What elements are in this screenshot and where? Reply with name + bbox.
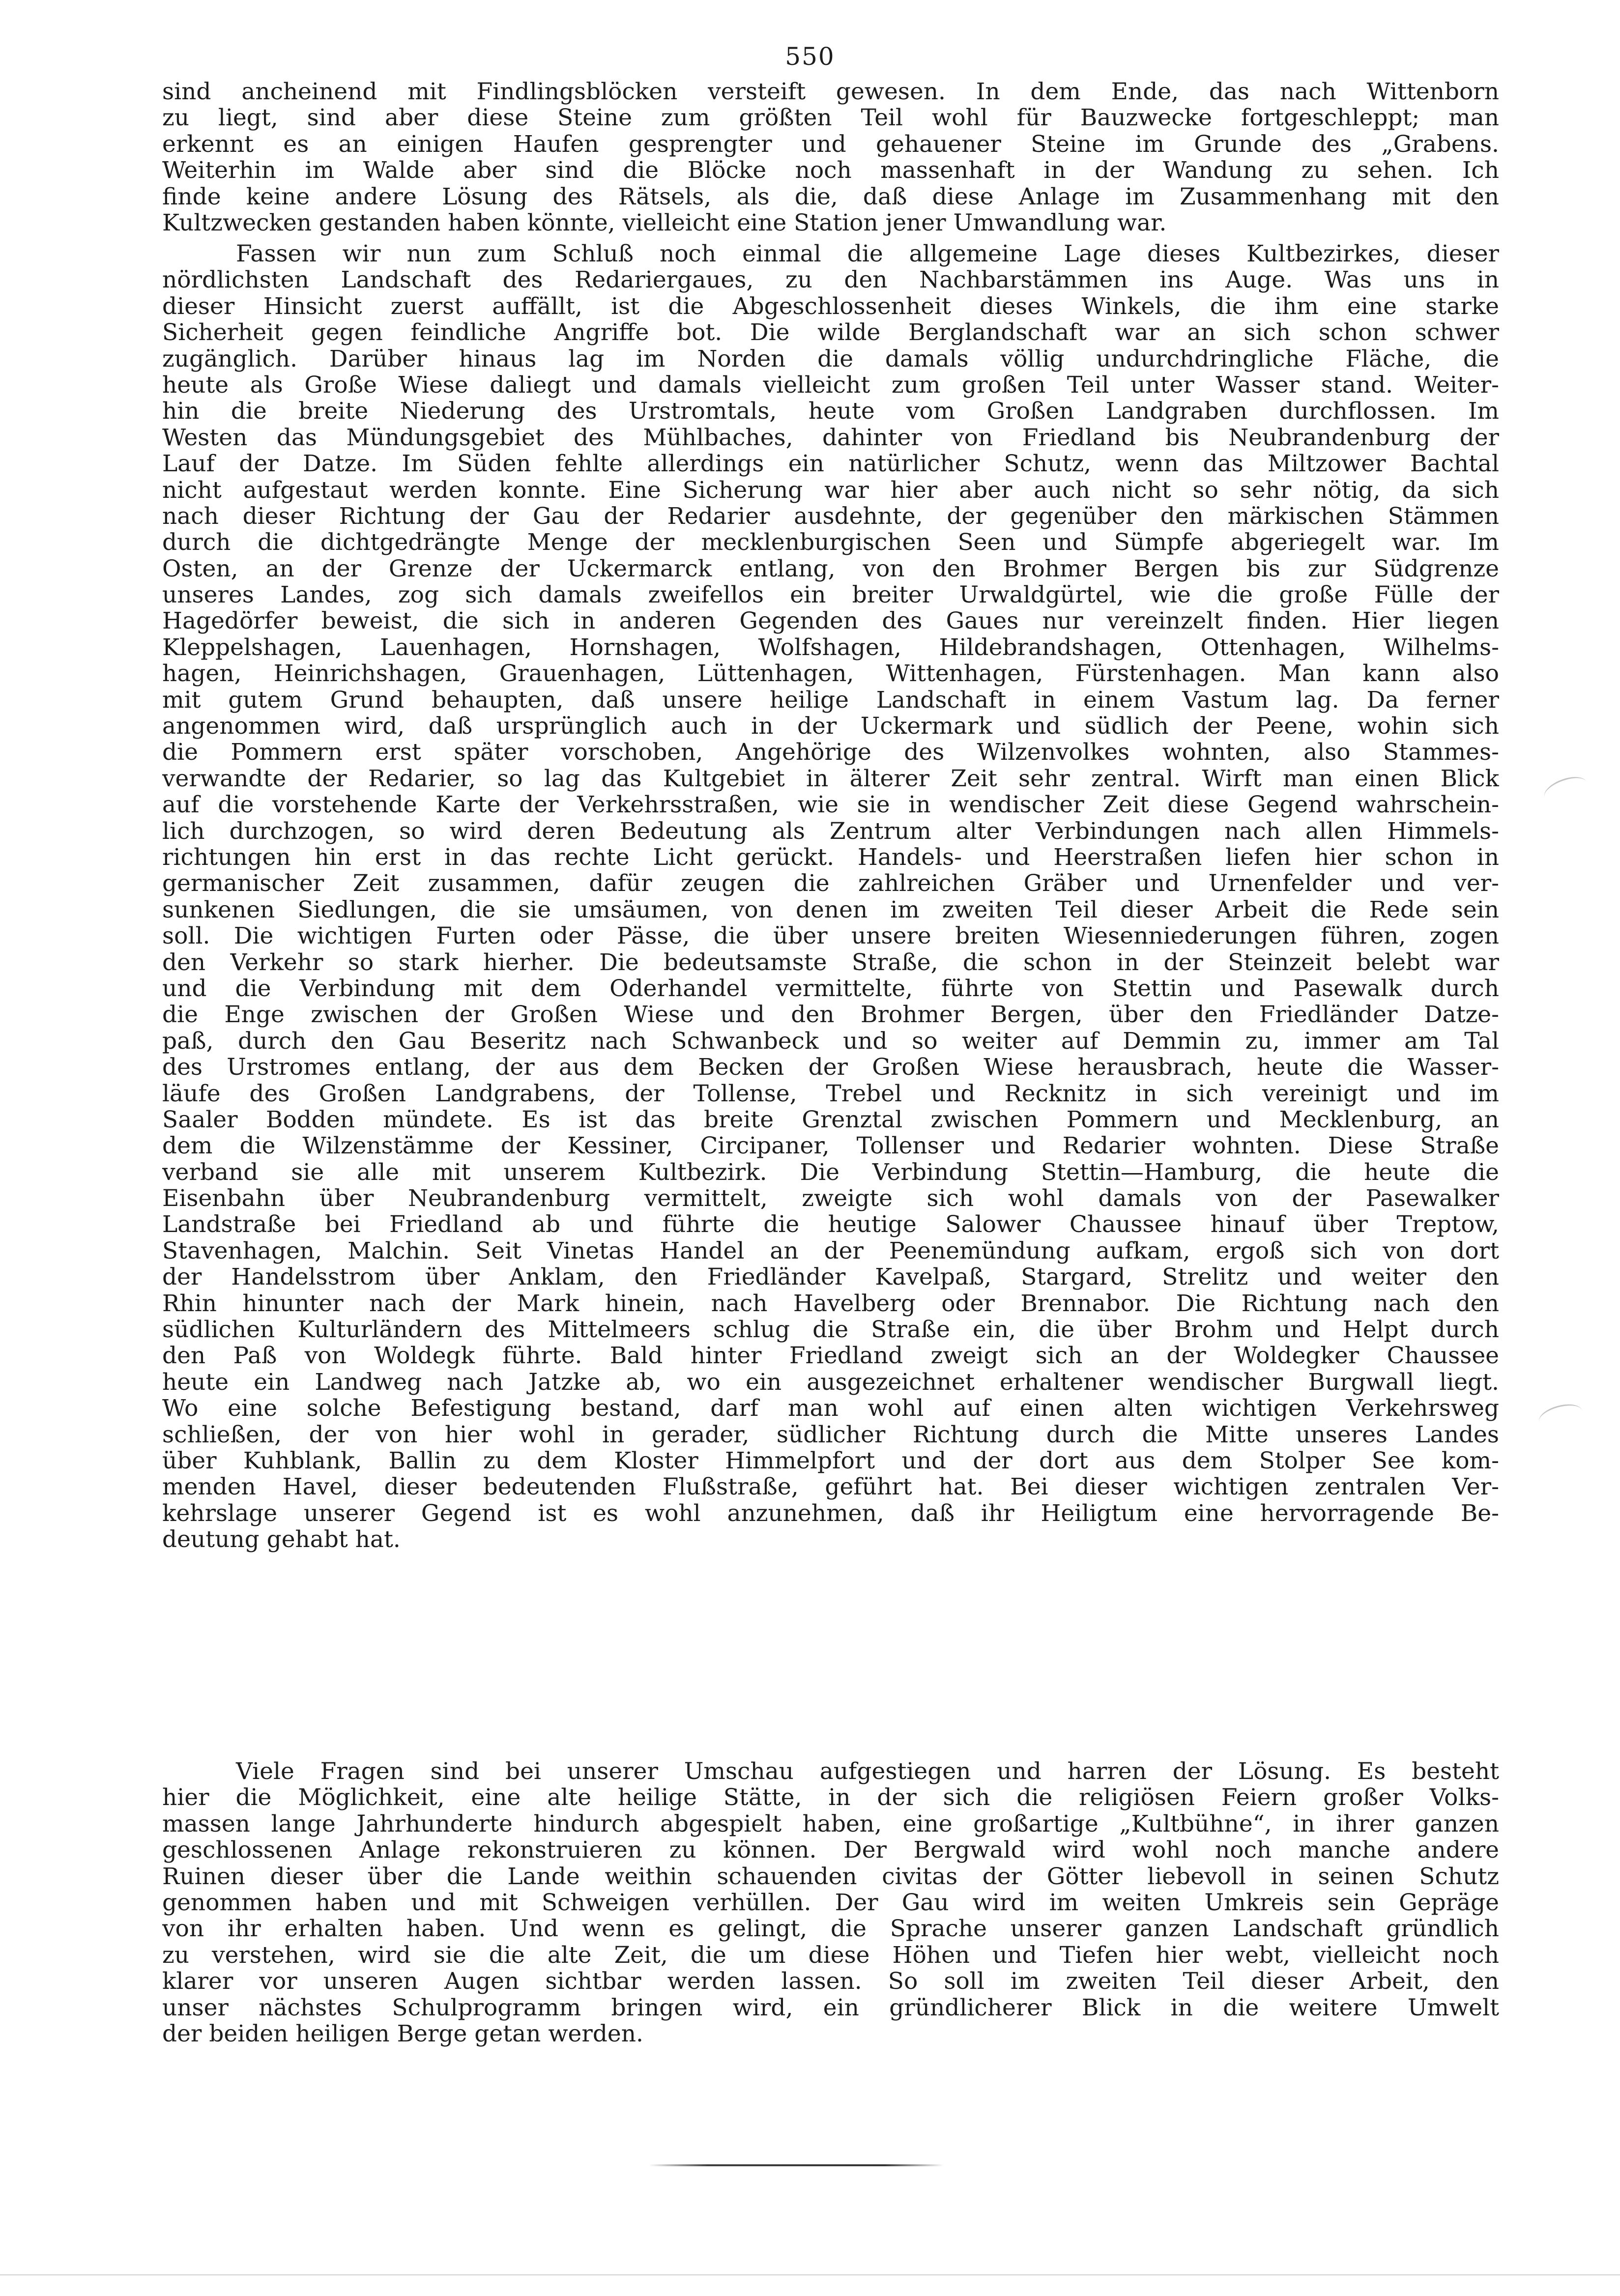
text-line: Saaler Bodden mündete. Es ist das breite Grenztal zwischen Pommern und Mecklenburg, an — [162, 1106, 1499, 1133]
text-line: mit gutem Grund behaupten, daß unsere heilige Landschaft in einem Vastum lag. Da ferner — [162, 687, 1499, 714]
text-line: Fassen wir nun zum Schluß noch einmal die allgemeine Lage dieses Kultbezirkes, dieser — [236, 241, 1499, 267]
text-line: die Pommern erst später vorschoben, Angehörige des Wilzenvolkes wohnten, also Stammes- — [162, 739, 1499, 766]
text-line: heute als Große Wiese daliegt und damals vielleicht zum großen Teil unter Wasser stand. Weiter- — [162, 372, 1499, 399]
text-line: Viele Fragen sind bei unserer Umschau aufgestiegen und harren der Lösung. Es besteht — [236, 1758, 1499, 1785]
text-line: auf die vorstehende Karte der Verkehrsstraßen, wie sie in wendischer Zeit diese Gegend wahrschein- — [162, 792, 1499, 818]
text-line: zugänglich. Darüber hinaus lag im Norden die damals völlig undurchdringliche Fläche, die — [162, 345, 1499, 372]
paragraph-1 — [162, 79, 1499, 236]
text-line: Stavenhagen, Malchin. Seit Vinetas Handel an der Peenemündung aufkam, ergoß sich von dort — [162, 1237, 1499, 1264]
text-line: dieser Hinsicht zuerst auffällt, ist die Abgeschlossenheit dieses Winkels, die ihm eine starke — [162, 293, 1499, 320]
text-line: heute ein Landweg nach Jatzke ab, wo ein ausgezeichnet erhaltener wendischer Burgwall liegt. — [162, 1369, 1499, 1396]
text-line: von ihr erhalten haben. Und wenn es gelingt, die Sprache unserer ganzen Landschaft gründlich — [162, 1916, 1499, 1942]
text-line: nach dieser Richtung der Gau der Redarier ausdehnte, der gegenüber den märkischen Stämmen — [162, 503, 1499, 530]
text-line: richtungen hin erst in das rechte Licht gerückt. Handels- und Heerstraßen liefen hier schon in — [162, 844, 1499, 871]
text-line: soll. Die wichtigen Furten oder Pässe, die über unsere breiten Wiesenniederungen führen, zogen — [162, 923, 1499, 949]
text-line: Weiterhin im Walde aber sind die Blöcke noch massenhaft in der Wandung zu sehen. Ich — [162, 157, 1499, 184]
text-line: nördlichsten Landschaft des Redariergaues, zu den Nachbarstämmen ins Auge. Was uns in — [162, 267, 1499, 293]
text-line: hier die Möglichkeit, eine alte heilige Stätte, in der sich die religiösen Feiern großer Volks- — [162, 1784, 1499, 1811]
text-line: kehrslage unserer Gegend ist es wohl anzunehmen, daß ihr Heiligtum eine hervorragende Be- — [162, 1500, 1499, 1527]
text-line: erkennt es an einigen Haufen gesprengter und gehauener Steine im Grunde des „Grabens. — [162, 131, 1499, 158]
text-line: zu verstehen, wird sie die alte Zeit, die um diese Höhen und Tiefen hier webt, vielleicht noch — [162, 1942, 1499, 1969]
text-line: angenommen wird, daß ursprünglich auch in der Uckermark und südlich der Peene, wohin sich — [162, 713, 1499, 740]
text-line: genommen haben und mit Schweigen verhüllen. Der Gau wird im weiten Umkreis sein Gepräge — [162, 1889, 1499, 1916]
text-line: Ruinen dieser über die Lande weithin schauenden civitas der Götter liebevoll in seinen Schutz — [162, 1863, 1499, 1890]
text-line: unser nächstes Schulprogramm bringen wird, ein gründlicherer Blick in die weitere Umwelt — [162, 1994, 1499, 2021]
text-line: verband sie alle mit unserem Kultbezirk. Die Verbindung Stettin—Hamburg, die heute die — [162, 1159, 1499, 1186]
text-line: Wo eine solche Befestigung bestand, darf man wohl auf einen alten wichtigen Verkehrsweg — [162, 1395, 1499, 1422]
text-line: Lauf der Datze. Im Süden fehlte allerdings ein natürlicher Schutz, wenn das Miltzower Bachtal — [162, 451, 1499, 477]
text-line: über Kuhblank, Ballin zu dem Kloster Himmelpfort und der dort aus dem Stolper See kom- — [162, 1447, 1499, 1474]
text-line: die Enge zwischen der Großen Wiese und den Brohmer Bergen, über den Friedländer Datze- — [162, 1002, 1499, 1028]
text-line: paß, durch den Gau Beseritz nach Schwanbeck und so weiter auf Demmin zu, immer am Tal — [162, 1028, 1499, 1055]
text-line: Hagedörfer beweist, die sich in anderen Gegenden des Gaues nur vereinzelt finden. Hier liegen — [162, 608, 1499, 634]
text-line: Sicherheit gegen feindliche Angriffe bot. Die wilde Berglandschaft war an sich schon schwer — [162, 319, 1499, 346]
text-line: Kultzwecken gestanden haben könnte, vielleicht eine Station jener Umwandlung war. — [162, 209, 1167, 236]
text-line: deutung gehabt hat. — [162, 1526, 401, 1553]
text-line: Westen das Mündungsgebiet des Mühlbaches, dahinter von Friedland bis Neubrandenburg der — [162, 424, 1499, 451]
text-line: dem die Wilzenstämme der Kessiner, Circipaner, Tollenser und Redarier wohnten. Diese Straße — [162, 1133, 1499, 1159]
text-line: nicht aufgestaut werden konnte. Eine Sicherung war hier aber auch nicht so sehr nötig, da sich — [162, 477, 1499, 503]
text-line: germanischer Zeit zusammen, dafür zeugen die zahlreichen Gräber und Urnenfelder und ver- — [162, 870, 1499, 897]
text-line: klarer vor unseren Augen sichtbar werden lassen. So soll im zweiten Teil dieser Arbeit, den — [162, 1968, 1499, 1995]
text-line: der Handelsstrom über Anklam, den Friedländer Kavelpaß, Stargard, Strelitz und weiter den — [162, 1264, 1499, 1291]
margin-scan-mark — [1536, 1400, 1585, 1432]
text-line: schließen, der von hier wohl in gerader, südlicher Richtung durch die Mitte unseres Landes — [162, 1421, 1499, 1448]
page-number: 550 — [785, 42, 835, 71]
text-line: hin die breite Niederung des Urstromtals, heute vom Großen Landgraben durchflossen. Im — [162, 398, 1499, 425]
text-line: hagen, Heinrichshagen, Grauenhagen, Lüttenhagen, Wittenhagen, Fürstenhagen. Man kann also — [162, 660, 1499, 687]
text-line: sind ancheinend mit Findlingsblöcken versteift gewesen. In dem Ende, das nach Wittenborn — [162, 79, 1499, 105]
text-line: Kleppelshagen, Lauenhagen, Hornshagen, Wolfshagen, Hildebrandshagen, Ottenhagen, Wilhelms- — [162, 634, 1499, 661]
end-rule-divider — [649, 2164, 944, 2166]
scan-bottom-edge — [0, 2274, 1620, 2275]
text-line: zu liegt, sind aber diese Steine zum größten Teil wohl für Bauzwecke fortgeschleppt; man — [162, 105, 1499, 131]
margin-scan-mark — [1541, 772, 1590, 807]
text-line: südlichen Kulturländern des Mittelmeers schlug die Straße ein, die über Brohm und Helpt durch — [162, 1317, 1499, 1343]
text-line: und die Verbindung mit dem Oderhandel vermittelte, führte von Stettin und Pasewalk durch — [162, 975, 1499, 1002]
text-line: verwandte der Redarier, so lag das Kultgebiet in älterer Zeit sehr zentral. Wirft man einen Blick — [162, 765, 1499, 792]
text-line: sunkenen Siedlungen, die sie umsäumen, von denen im zweiten Teil dieser Arbeit die Rede sein — [162, 896, 1499, 923]
text-line: durch die dichtgedrängte Menge der mecklenburgischen Seen und Sümpfe abgeriegelt war. Im — [162, 529, 1499, 556]
text-line: läufe des Großen Landgrabens, der Tollense, Trebel und Recknitz in sich vereinigt und im — [162, 1080, 1499, 1107]
text-line: geschlossenen Anlage rekonstruieren zu können. Der Bergwald wird wohl noch manche andere — [162, 1837, 1499, 1864]
text-line: der beiden heiligen Berge getan werden. — [162, 2020, 643, 2047]
text-line: den Paß von Woldegk führte. Bald hinter Friedland zweigt sich an der Woldegker Chaussee — [162, 1343, 1499, 1369]
text-line: Landstraße bei Friedland ab und führte die heutige Salower Chaussee hinauf über Treptow, — [162, 1211, 1499, 1238]
paragraph-2 — [162, 241, 1499, 1553]
text-line: finde keine andere Lösung des Rätsels, als die, daß diese Anlage im Zusammenhang mit den — [162, 183, 1499, 210]
text-line: lich durchzogen, so wird deren Bedeutung als Zentrum alter Verbindungen nach allen Himmels- — [162, 818, 1499, 844]
text-line: den Verkehr so stark hierher. Die bedeutsamste Straße, die schon in der Steinzeit belebt war — [162, 949, 1499, 976]
text-line: unseres Landes, zog sich damals zweifellos ein breiter Urwaldgürtel, wie die große Fülle der — [162, 582, 1499, 608]
paragraph-3 — [162, 1758, 1499, 2047]
text-line: Rhin hinunter nach der Mark hinein, nach Havelberg oder Brennabor. Die Richtung nach den — [162, 1290, 1499, 1317]
text-line: Eisenbahn über Neubrandenburg vermittelt, zweigte sich wohl damals von der Pasewalker — [162, 1185, 1499, 1212]
text-line: menden Havel, dieser bedeutenden Flußstraße, geführt hat. Bei dieser wichtigen zentralen Ver- — [162, 1474, 1499, 1500]
text-line: massen lange Jahrhunderte hindurch abgespielt haben, eine großartige „Kultbühne“, in ihrer ganzen — [162, 1810, 1499, 1837]
text-line: des Urstromes entlang, der aus dem Becken der Großen Wiese herausbrach, heute die Wasser- — [162, 1054, 1499, 1081]
text-line: Osten, an der Grenze der Uckermarck entlang, von den Brohmer Bergen bis zur Südgrenze — [162, 555, 1499, 582]
